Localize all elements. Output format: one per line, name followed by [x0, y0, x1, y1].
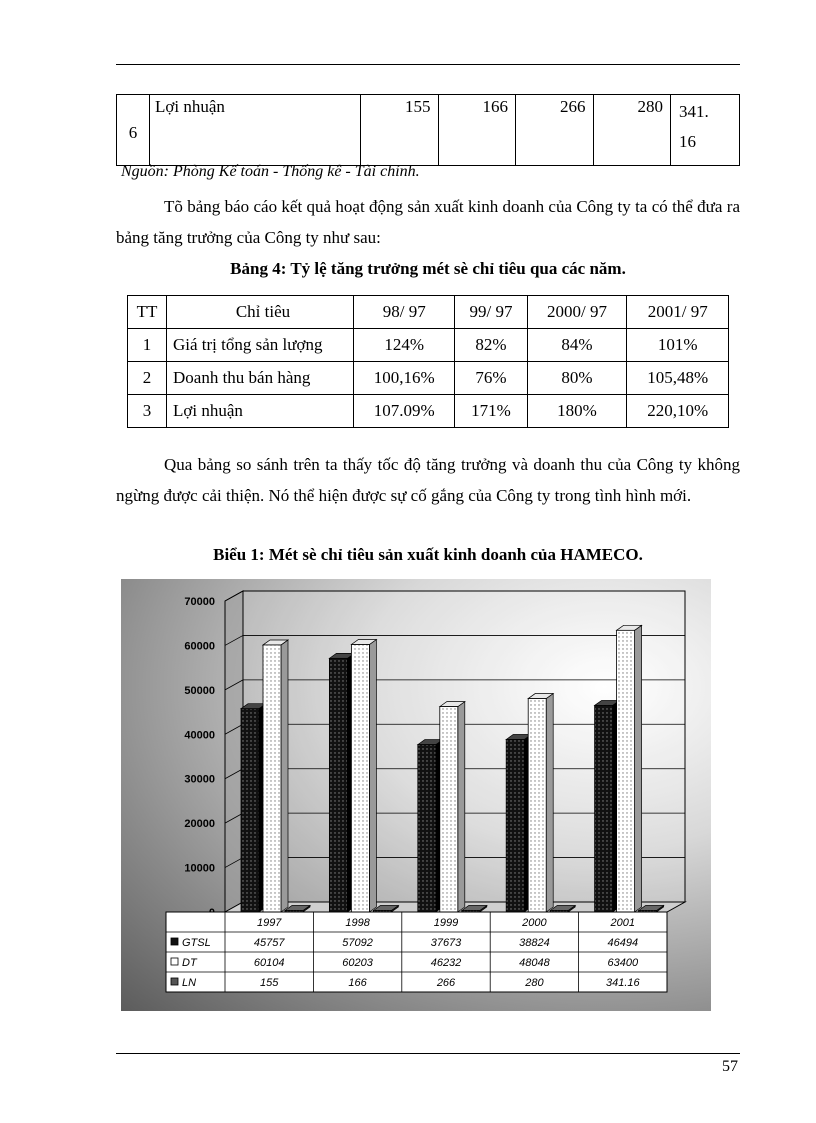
data-label: 341.16 — [605, 977, 640, 989]
chart-title: Biểu 1: Mét sè chỉ tiêu sản xuất kinh doanh của HAMECO. — [213, 545, 643, 564]
table-header-row — [128, 296, 729, 329]
bar — [351, 645, 369, 912]
y-tick-label: 70000 — [184, 596, 215, 608]
footer-rule — [116, 1053, 740, 1054]
data-label: 166 — [348, 977, 367, 989]
table-header: 2001/ 97 — [627, 296, 729, 329]
data-label: 266 — [436, 977, 456, 989]
table-cell: 100,16% — [354, 362, 455, 395]
table-header: 99/ 97 — [455, 296, 527, 329]
table-header: Chỉ tiêu — [167, 296, 354, 329]
bar — [329, 658, 347, 912]
bar-side — [458, 702, 465, 912]
bar-chart — [121, 579, 711, 1011]
table-cell: 124% — [354, 329, 455, 362]
bar — [440, 707, 458, 912]
bar-side — [635, 625, 642, 912]
x-category-label: 1998 — [345, 917, 370, 929]
y-tick-label: 10000 — [184, 862, 215, 875]
bar — [506, 740, 524, 912]
data-label: 37673 — [430, 937, 462, 949]
chart-panel — [121, 579, 711, 1011]
cell-line: 16 — [679, 132, 696, 151]
table4-title: Bảng 4: Tỷ lệ tăng trưởng mét sè chỉ tiêu qua các năm. — [230, 259, 626, 278]
table-row — [128, 362, 729, 395]
table-cell — [671, 95, 740, 166]
table-cell: 82% — [455, 329, 527, 362]
data-label: 48048 — [519, 957, 550, 969]
table-cell: 266 — [516, 95, 594, 166]
paragraph-2 — [116, 449, 740, 511]
bar — [241, 709, 259, 912]
legend-swatch — [171, 958, 178, 965]
table-cell: 171% — [455, 395, 527, 428]
y-tick-label: 60000 — [184, 640, 215, 653]
x-category-label: 1999 — [433, 917, 459, 929]
table-cell: Giá trị tổng sản lượng — [167, 329, 354, 362]
table-cell: 84% — [527, 329, 627, 362]
bar-side — [546, 694, 553, 912]
table-cell: 76% — [455, 362, 527, 395]
table-cell: 80% — [527, 362, 627, 395]
table-row — [128, 329, 729, 362]
legend-swatch — [171, 978, 178, 985]
chart-side-wall — [225, 591, 243, 912]
table-row — [128, 395, 729, 428]
data-label: 38824 — [519, 937, 550, 949]
table-cell: 220,10% — [627, 395, 729, 428]
data-label: 46494 — [607, 937, 639, 949]
table-header: 2000/ 97 — [527, 296, 627, 329]
data-label: 280 — [525, 977, 544, 989]
source-note: Nguồn: Phòng Kế toán - Thống kê - Tài chính. — [121, 163, 420, 180]
data-label: 60203 — [342, 957, 373, 969]
table-cell: 107.09% — [354, 395, 455, 428]
table-cell: 105,48% — [627, 362, 729, 395]
legend-label: GTSL — [182, 937, 211, 949]
table-cell: 6 — [117, 95, 150, 166]
table-cell: Doanh thu bán hàng — [167, 362, 354, 395]
bar — [263, 645, 281, 912]
x-category-label: 1997 — [256, 917, 282, 929]
table-row — [117, 95, 740, 166]
top-table-continuation — [116, 94, 740, 166]
table-header: TT — [128, 296, 167, 329]
bar — [528, 699, 546, 912]
x-category-label: 2001 — [610, 917, 636, 929]
table-cell: 3 — [128, 395, 167, 428]
table-cell: 101% — [627, 329, 729, 362]
data-label: 46232 — [430, 957, 462, 969]
data-label: 155 — [260, 977, 279, 989]
table-cell: Lợi nhuận — [150, 95, 361, 166]
table-cell: 155 — [361, 95, 439, 166]
data-label: 63400 — [607, 957, 639, 969]
paragraph-2-text: Qua bảng so sánh trên ta thấy tốc độ tăng trưởng và doanh thu của Công ty không ngừng được cải thiện. Nó thể hiện được sự cố gắng của Công ty trong tình hình mới. — [116, 455, 740, 505]
table-cell: 180% — [527, 395, 627, 428]
data-label: 45757 — [253, 937, 285, 949]
y-tick-label: 30000 — [184, 773, 215, 786]
cell-line: 341. — [679, 102, 709, 121]
legend-label: DT — [182, 957, 197, 969]
y-tick-label: 40000 — [184, 729, 215, 742]
bar — [595, 705, 613, 912]
paragraph-1-text: Tõ bảng báo cáo kết quả hoạt động sản xuất kinh doanh của Công ty ta có thể đưa ra bảng tăng trưởng của Công ty như sau: — [116, 197, 740, 247]
table-cell: 1 — [128, 329, 167, 362]
y-tick-label: 50000 — [184, 684, 215, 697]
table-header: 98/ 97 — [354, 296, 455, 329]
y-tick-label: 20000 — [184, 818, 215, 831]
bar-side — [369, 640, 376, 912]
paragraph-1 — [116, 191, 740, 253]
table-cell: Lợi nhuận — [167, 395, 354, 428]
table-cell: 166 — [438, 95, 516, 166]
page-number: 57 — [722, 1058, 738, 1075]
x-category-label: 2000 — [522, 917, 547, 929]
data-label: 57092 — [342, 937, 373, 949]
growth-table — [127, 295, 729, 428]
bar — [617, 630, 635, 912]
legend-swatch — [171, 938, 178, 945]
header-rule — [116, 64, 740, 65]
bar — [418, 745, 436, 912]
data-label: 60104 — [253, 957, 285, 969]
legend-label: LN — [182, 977, 197, 989]
bar-side — [281, 640, 288, 912]
table-cell: 2 — [128, 362, 167, 395]
table-cell: 280 — [593, 95, 671, 166]
